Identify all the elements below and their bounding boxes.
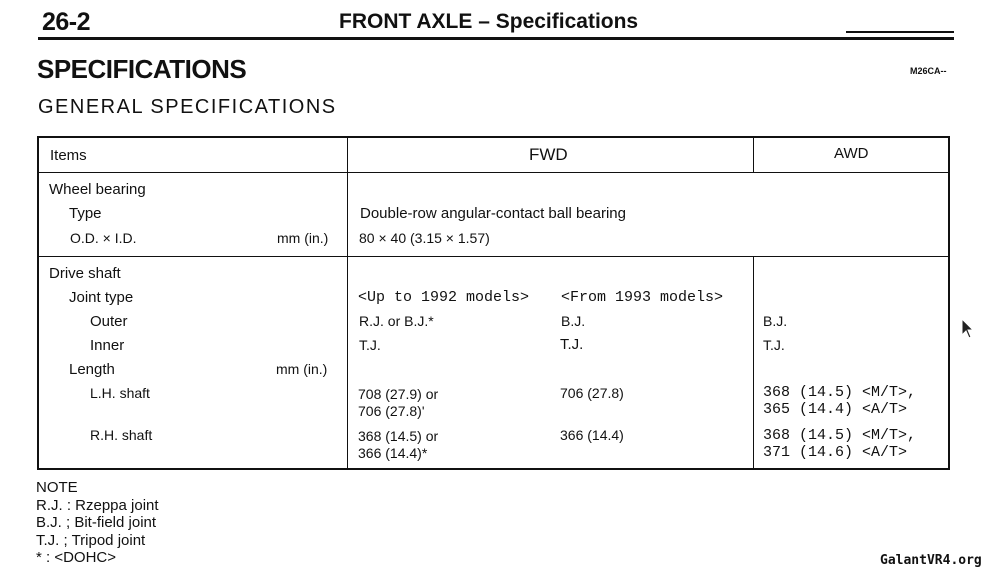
lh-shaft-fwd-a: 708 (27.9) or 706 (27.8)' — [358, 386, 439, 419]
joint-type-label: Joint type — [69, 289, 134, 306]
length-label: Length — [69, 361, 115, 378]
header-awd: AWD — [834, 145, 869, 162]
table-row-divider — [39, 256, 948, 257]
specifications-table — [37, 136, 950, 470]
mouse-cursor-icon — [961, 318, 975, 345]
inner-fwd-b: T.J. — [560, 336, 584, 353]
note-title: NOTE — [36, 479, 78, 496]
rh-shaft-awd: 368 (14.5) <M/T>, 371 (14.6) <A/T> — [763, 427, 917, 461]
wheel-bearing-label: Wheel bearing — [49, 181, 146, 198]
lh-shaft-fwd-b: 706 (27.8) — [560, 385, 624, 401]
section-subtitle: GENERAL SPECIFICATIONS — [38, 96, 337, 118]
note-line: * : <DOHC> — [36, 549, 117, 566]
table-header-divider — [39, 172, 948, 173]
inner-awd: T.J. — [763, 337, 785, 353]
od-id-unit: mm (in.) — [277, 230, 329, 246]
joint-type-fwd-a: <Up to 1992 models> — [358, 289, 530, 306]
header-items: Items — [50, 147, 87, 164]
inner-fwd-a: T.J. — [359, 337, 381, 353]
lh-shaft-awd: 368 (14.5) <M/T>, 365 (14.4) <A/T> — [763, 384, 917, 418]
header-fwd: FWD — [529, 145, 568, 164]
outer-awd: B.J. — [763, 313, 788, 329]
outer-label: Outer — [90, 313, 128, 330]
outer-fwd-a: R.J. or B.J.* — [359, 313, 434, 329]
bearing-type-label: Type — [69, 205, 102, 222]
table-col-divider-items — [347, 138, 348, 470]
od-id-label: O.D. × I.D. — [70, 230, 137, 246]
table-col-divider-awd-body — [753, 256, 754, 470]
page-number: 26-2 — [42, 8, 91, 36]
note-block — [36, 479, 159, 567]
header-rule — [38, 37, 954, 40]
watermark: GalantVR4.org — [880, 553, 982, 568]
rh-shaft-fwd-b: 366 (14.4) — [560, 427, 624, 443]
note-line: B.J. ; Bit-field joint — [36, 514, 157, 531]
outer-fwd-b: B.J. — [561, 313, 586, 329]
section-title: SPECIFICATIONS — [37, 54, 247, 84]
inner-label: Inner — [90, 337, 125, 354]
note-line: T.J. ; Tripod joint — [36, 531, 146, 549]
note-line: R.J. : Rzeppa joint — [36, 496, 159, 514]
lh-shaft-label: L.H. shaft — [90, 385, 150, 401]
rh-shaft-label: R.H. shaft — [90, 427, 153, 443]
section-code: M26CA-- — [910, 66, 947, 76]
drive-shaft-label: Drive shaft — [49, 265, 121, 282]
joint-type-fwd-b: <From 1993 models> — [561, 289, 724, 306]
header-rule-right — [846, 31, 954, 33]
length-unit: mm (in.) — [276, 361, 328, 377]
od-id-value: 80 × 40 (3.15 × 1.57) — [359, 230, 490, 246]
rh-shaft-fwd-a: 368 (14.5) or 366 (14.4)* — [358, 428, 439, 461]
bearing-type-value: Double-row angular-contact ball bearing — [360, 205, 626, 222]
table-col-divider-awd-header — [753, 138, 754, 172]
page-header-title: FRONT AXLE – Specifications — [339, 10, 639, 33]
